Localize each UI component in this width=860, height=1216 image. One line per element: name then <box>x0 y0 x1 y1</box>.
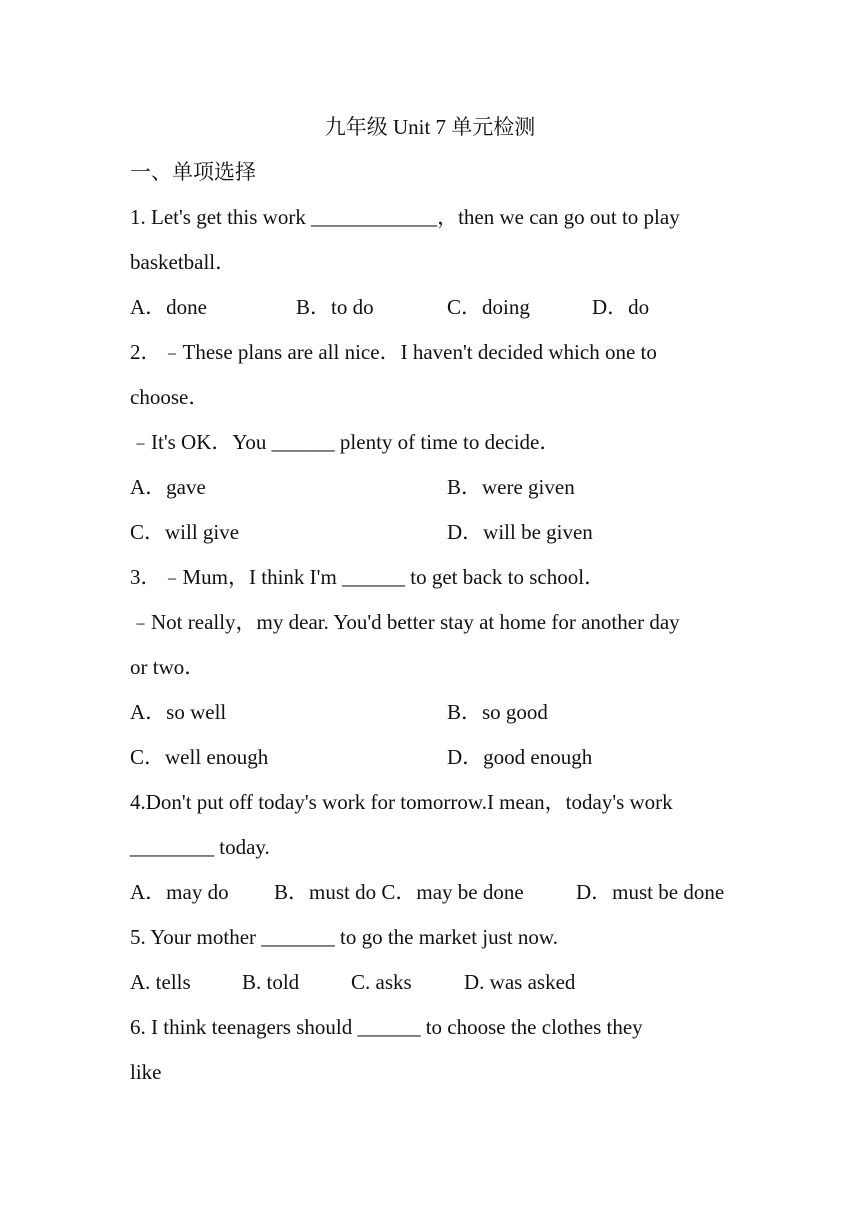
section-heading: 一、单项选择 <box>130 160 256 184</box>
q3-option-c: C．well enough <box>130 745 269 769</box>
question-1-text-cont: basketball． <box>130 250 237 274</box>
q5-option-b: B. told <box>242 970 300 994</box>
q2-option-c: C．will give <box>130 520 240 544</box>
q2-option-b: B．were given <box>447 475 575 499</box>
q1-option-c: C．doing <box>447 295 530 319</box>
question-5-text: 5. Your mother _______ to go the market just now. <box>130 925 558 949</box>
q1-option-a: A．done <box>130 295 207 319</box>
q2-option-a: A．gave <box>130 475 206 499</box>
q4-option-b-c: B．must do C．may be done <box>274 880 524 904</box>
question-2-text: 2．﹣These plans are all nice．I haven't decided which one to <box>130 340 657 364</box>
question-6-text-cont: like <box>130 1060 162 1084</box>
question-2-text-cont: choose． <box>130 385 210 409</box>
q1-option-b: B．to do <box>296 295 374 319</box>
q3-option-a: A．so well <box>130 700 227 724</box>
question-3-text: 3．﹣Mum，I think I'm ______ to get back to school． <box>130 565 606 589</box>
question-1-text: 1. Let's get this work ____________，then we can go out to play <box>130 205 680 229</box>
question-6-text: 6. I think teenagers should ______ to choose the clothes they <box>130 1015 643 1039</box>
question-4-text-cont: ________ today. <box>130 835 270 859</box>
q5-option-c: C. asks <box>351 970 412 994</box>
q3-option-d: D．good enough <box>447 745 593 769</box>
q5-option-a: A. tells <box>130 970 191 994</box>
question-3-reply: ﹣Not really，my dear. You'd better stay at home for another day <box>130 610 680 634</box>
q4-option-d: D．must be done <box>576 880 725 904</box>
question-2-reply: ﹣It's OK．You ______ plenty of time to decide． <box>130 430 561 454</box>
question-4-text: 4.Don't put off today's work for tomorrow.I mean，today's work <box>130 790 673 814</box>
page-title: 九年级 Unit 7 单元检测 <box>324 115 536 139</box>
q1-option-d: D．do <box>592 295 650 319</box>
q5-option-d: D. was asked <box>464 970 576 994</box>
q4-option-a: A．may do <box>130 880 229 904</box>
question-3-reply-cont: or two． <box>130 655 206 679</box>
q2-option-d: D．will be given <box>447 520 593 544</box>
q3-option-b: B．so good <box>447 700 548 724</box>
